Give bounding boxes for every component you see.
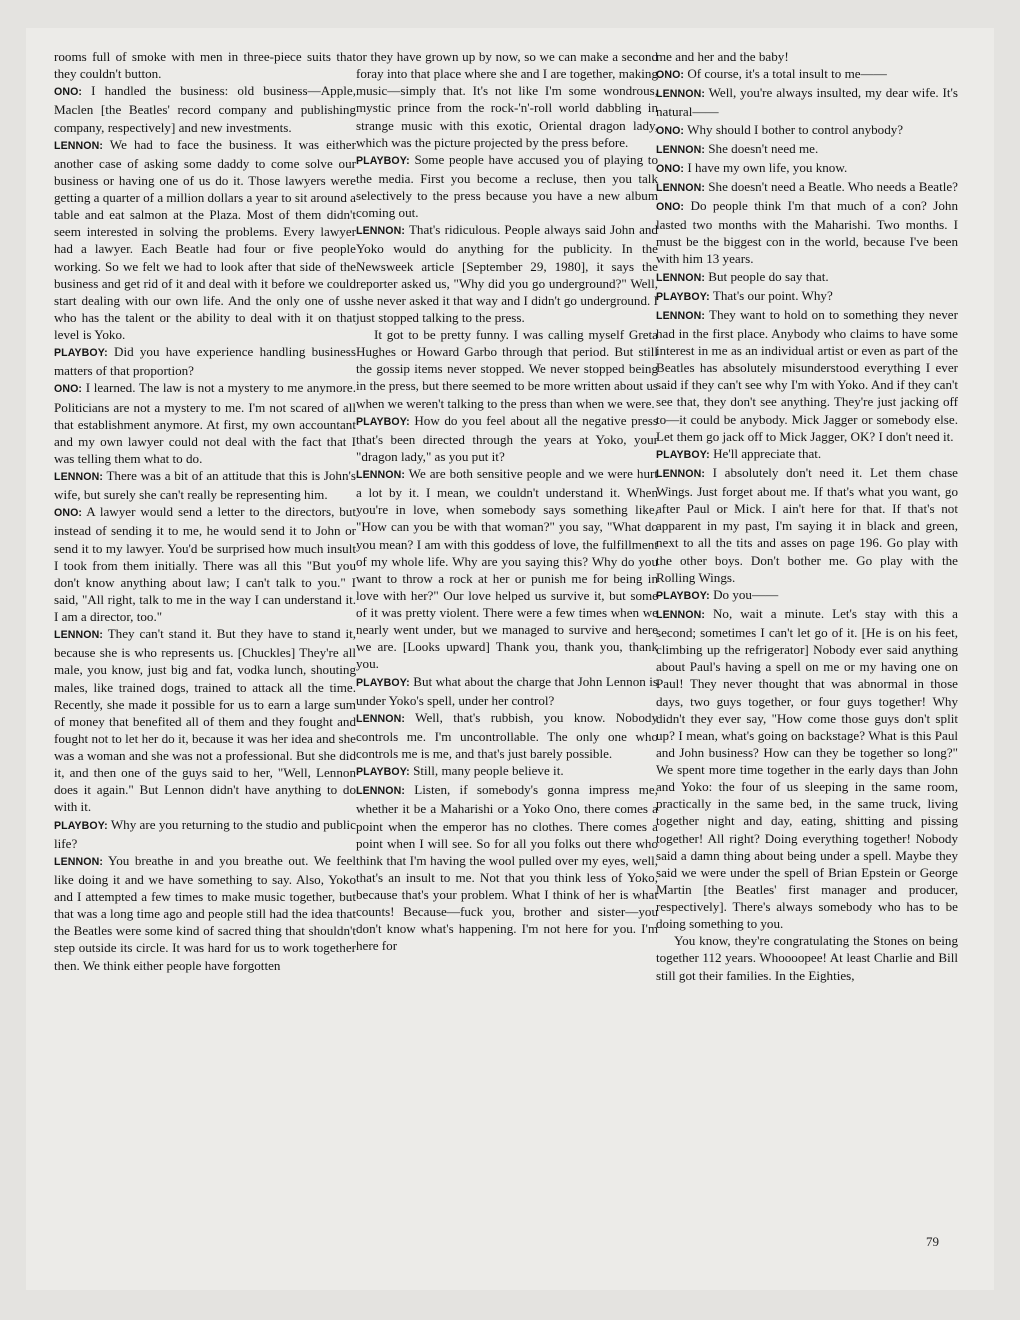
paragraph bbox=[356, 465, 658, 673]
speaker-label: LENNON: bbox=[54, 855, 103, 868]
text-column-3 bbox=[656, 48, 958, 984]
paragraph-text: Well, you're always insulted, my dear wife. It's natural—— bbox=[656, 85, 958, 120]
paragraph bbox=[656, 586, 958, 605]
magazine-page bbox=[26, 28, 994, 1290]
paragraph-text: Why should I bother to control anybody? bbox=[687, 121, 904, 137]
paragraph-text: He'll appreciate that. bbox=[713, 445, 822, 461]
paragraph-text: You know, they're congratulating the Stones on being together 112 years. Whoooopee! At least Charlie and Bill still got their families. In the Eighties, bbox=[656, 933, 958, 983]
speaker-label: LENNON: bbox=[356, 469, 405, 481]
speaker-label: PLAYBOY: bbox=[54, 347, 108, 360]
paragraph-text: We are both sensitive people and we were hurt a lot by it. I mean, we couldn't understand it. When you're in love, when somebody says something like, "How can you be with that woman?" you say, "What do you mean? I am with this goddess of love, the fulfillment of my whole life. Why are you saying this? Why do you want to throw a rock at her or punish me for being in love with her?" Our love helped us survive it, but some of it was pretty violent. There were a few times when we nearly went under, but we managed to survive and here we are. [Looks upward] Thank you, thank you, thank you. bbox=[356, 466, 658, 672]
paragraph bbox=[356, 709, 658, 762]
paragraph bbox=[656, 445, 958, 464]
paragraph-text: Listen, if somebody's gonna impress me, whether it be a Maharishi or a Yoko Ono, there comes a point when the emperor has no clothes. There comes a point when I will see. So for all you folks out there who think that I'm having the wool pulled over my eyes, well, that's an insult to me. Not that you think less of Yoko, because that's your problem. What I think of her is what counts! Because—fuck you, brother and sister—you don't know what's happening. I'm not here for you. I'm here for bbox=[356, 782, 658, 954]
paragraph-text: I have my own life, you know. bbox=[687, 159, 848, 175]
paragraph-text: We had to face the business. It was either another case of asking some daddy to come solve our business or having one of us do it. Those lawyers were getting a quarter of a million dollars a year to sit around a table and eat salmon at the Plaza. Most of them didn't seem interested in solving the problems. Every lawyer had a lawyer. Each Beatle had four or five people working. So we felt we had to look after that side of the business and get rid of it and deal with it before we could start dealing with our own life. And the only one of us who has the talent or the ability to deal with it on that level is Yoko. bbox=[54, 136, 356, 342]
paragraph-text: Some people have accused you of playing to the media. First you become a recluse, then you talk selectively to the press because you have a new album coming out. bbox=[356, 151, 658, 221]
speaker-label: LENNON: bbox=[54, 139, 103, 152]
paragraph bbox=[656, 140, 958, 159]
speaker-label: ONO: bbox=[656, 124, 685, 137]
paragraph bbox=[656, 197, 958, 268]
paragraph bbox=[54, 48, 356, 82]
speaker-label: ONO: bbox=[656, 69, 685, 82]
paragraph bbox=[356, 221, 658, 326]
page-number: 79 bbox=[926, 1234, 939, 1249]
paragraph bbox=[656, 48, 958, 65]
paragraph bbox=[656, 268, 958, 287]
paragraph bbox=[54, 343, 356, 379]
paragraph-text: She doesn't need a Beatle. Who needs a Beatle? bbox=[708, 178, 958, 194]
paragraph-text: There was a bit of an attitude that this is John's wife, but surely she can't really be representing him. bbox=[54, 468, 356, 503]
paragraph bbox=[656, 178, 958, 197]
paragraph-text: me and her and the baby! bbox=[656, 49, 789, 64]
paragraph-text: Do people think I'm that much of a con? John lasted two months with the Maharishi. Two months. I must be the biggest con in the world, because I've been with him 13 years. bbox=[656, 198, 958, 267]
paragraph-text: Why are you returning to the studio and public life? bbox=[54, 816, 356, 851]
speaker-label: LENNON: bbox=[54, 629, 103, 642]
paragraph bbox=[54, 625, 356, 815]
paragraph-text: No, wait a minute. Let's stay with this a second; sometimes I can't let go of it. [He is on his feet, climbing up the refrigerator] Nobody ever said anything about Paul's having a spell on me or my having one on Paul! They never thought that was abnormal in those days, two guys together, or four guys together! Why didn't they ever say, "How come those guys don't split up? I mean, what's going on backstage? What is this Paul and John business? How can they be together so long?" We spent more time together in the early days than John and Yoko: the four of us sleeping in the same room, practically in the same bed, in the same truck, living together night and day, eating, shitting and pissing together! All right? Doing everything together! Nobody said a damn thing about being under a spell. Maybe they said we were under the spell of Brian Epstein or George Martin [the Beatles' first manager and producer, respectively]. There's always somebody who has to be doing something to you. bbox=[656, 605, 958, 932]
speaker-label: LENNON: bbox=[656, 143, 705, 156]
text-column-2 bbox=[356, 48, 658, 955]
speaker-label: PLAYBOY: bbox=[54, 819, 108, 832]
paragraph-text: That's ridiculous. People always said John and Yoko would do anything for the publicity. In the Newsweek article [September 29, 1980], it says the reporter asked us, "Why did you go underground?" Well, she never asked it that way and I didn't go underground. I just stopped talking to the press. bbox=[356, 222, 658, 325]
speaker-label: ONO: bbox=[54, 383, 83, 396]
paragraph bbox=[54, 467, 356, 503]
paragraph-text: How do you feel about all the negative press that's been directed through the years at Yoko, your "dragon lady," as you put it? bbox=[356, 412, 659, 464]
speaker-label: LENNON: bbox=[356, 785, 405, 798]
paragraph bbox=[54, 816, 356, 852]
speaker-label: LENNON: bbox=[656, 88, 705, 101]
paragraph bbox=[656, 84, 958, 120]
paragraph bbox=[656, 65, 958, 84]
speaker-label: LENNON: bbox=[656, 309, 705, 322]
paragraph-text: I learned. The law is not a mystery to me anymore. Politicians are not a mystery to me. I'm not scared of all that establishment anymore. At first, my own accountant and my own lawyer could not deal with the fact that I was telling them what to do. bbox=[54, 380, 356, 466]
speaker-label: ONO: bbox=[656, 162, 685, 175]
speaker-label: LENNON: bbox=[356, 712, 405, 725]
paragraph-text: Well, that's rubbish, you know. Nobody controls me. I'm uncontrollable. The only one who controls me is me, and that's just barely possible. bbox=[356, 709, 658, 761]
paragraph-text: But people do say that. bbox=[708, 268, 829, 284]
speaker-label: LENNON: bbox=[656, 181, 705, 194]
paragraph-text: or they have grown up by now, so we can make a second foray into that place where she and I are together, making music—simply that. It's not like I'm some wondrous, mystic prince from the rock-'n'-roll world dabbling in strange music with this exotic, Oriental dragon lady, which was the picture projected by the press before. bbox=[356, 49, 658, 150]
speaker-label: LENNON: bbox=[656, 467, 705, 480]
paragraph-text: They want to hold on to something they never had in the first place. Anybody who claims to have some interest in me as an individual artist or even as part of the Beatles has absolutely misunderstood everything I ever said if they can't see why I'm with Yoko. And if they can't see that, they don't see anything. They're just jacking off to—it could be anybody. Mick Jagger or somebody else. Let them go jack off to Mick Jagger, OK? I don't need it. bbox=[656, 306, 958, 444]
speaker-label: LENNON: bbox=[54, 471, 103, 483]
speaker-label: ONO: bbox=[54, 86, 83, 99]
paragraph bbox=[54, 852, 356, 974]
paragraph bbox=[356, 781, 658, 954]
speaker-label: PLAYBOY: bbox=[356, 154, 410, 167]
paragraph bbox=[356, 326, 658, 412]
paragraph bbox=[656, 287, 958, 306]
speaker-label: ONO: bbox=[656, 201, 685, 213]
paragraph bbox=[656, 605, 958, 932]
paragraph bbox=[54, 379, 356, 467]
paragraph-text: Still, many people believe it. bbox=[413, 763, 564, 779]
speaker-label: PLAYBOY: bbox=[356, 766, 410, 779]
paragraph bbox=[356, 48, 658, 151]
paragraph-text: A lawyer would send a letter to the directors, but instead of sending it to me, he would send it to John or send it to my lawyer. You'd be surprised how much insult I took from them initially. There was all this "But you don't know anything about law; I can't talk to you." I said, "All right, talk to me in the way I can understand it. I am a director, too." bbox=[54, 504, 356, 624]
paragraph bbox=[54, 503, 356, 625]
text-column-1 bbox=[54, 48, 356, 974]
speaker-label: LENNON: bbox=[356, 225, 405, 238]
paragraph bbox=[656, 464, 958, 586]
paragraph bbox=[54, 82, 356, 135]
speaker-label: PLAYBOY: bbox=[656, 448, 710, 461]
paragraph-text: It got to be pretty funny. I was calling myself Greta Hughes or Howard Garbo through that period. But still the gossip items never stopped. We never stopped being in the press, but there seemed to be more written about us when we weren't talking to the press than when we were. bbox=[356, 327, 658, 411]
paragraph bbox=[656, 121, 958, 140]
paragraph-text: They can't stand it. But they have to stand it, because she is who represents us. [Chuckles] They're all male, you know, just big and fat, vodka lunch, shouting males, like trained dogs, trained to attack all the time. Recently, she made it possible for us to earn a large sum of money that benefited all of them and they fought and fought not to let her do it, because it was her idea and she was a woman and she was not a professional. But she did it, and then one of the guys said to her, "Well, Lennon does it again." But Lennon didn't have anything to do with it. bbox=[54, 626, 356, 815]
speaker-label: PLAYBOY: bbox=[656, 290, 710, 303]
paragraph-text: rooms full of smoke with men in three-piece suits that they couldn't button. bbox=[54, 49, 356, 82]
speaker-label: PLAYBOY: bbox=[356, 415, 410, 428]
speaker-label: LENNON: bbox=[656, 271, 705, 284]
paragraph-text: I absolutely don't need it. Let them chase Wings. Just forget about me. If that's what you want, go after Paul or Mick. I ain't here for that. If that's not apparent in my past, I'm saying it in black and green, next to all the tits and asses on page 196. Go play with the other boys. Don't bother me. Go play with the Rolling Wings. bbox=[656, 464, 958, 585]
paragraph bbox=[656, 159, 958, 178]
speaker-label: LENNON: bbox=[656, 608, 705, 621]
speaker-label: PLAYBOY: bbox=[656, 589, 710, 602]
paragraph-text: You breathe in and you breathe out. We feel like doing it and we have something to say. Also, Yoko and I attempted a few times to make music together, but that was a long time ago and people still had the idea that the Beatles were some kind of sacred thing that shouldn't step outside its circle. It was hard for us to work together then. We think either people have forgotten bbox=[54, 852, 356, 973]
paragraph-text: Of course, it's a total insult to me—— bbox=[687, 66, 887, 82]
paragraph bbox=[656, 306, 958, 445]
paragraph-text: Did you have experience handling business matters of that proportion? bbox=[54, 344, 356, 379]
paragraph-text: Do you—— bbox=[713, 586, 779, 602]
paragraph bbox=[356, 762, 658, 781]
paragraph-text: That's our point. Why? bbox=[712, 287, 833, 303]
paragraph-text: But what about the charge that John Lennon is under Yoko's spell, under her control? bbox=[356, 673, 658, 708]
paragraph-text: She doesn't need me. bbox=[708, 140, 819, 156]
paragraph bbox=[356, 673, 658, 709]
paragraph bbox=[356, 412, 658, 465]
speaker-label: ONO: bbox=[54, 507, 83, 520]
paragraph bbox=[356, 151, 658, 222]
paragraph-text: I handled the business: old business—Apple, Maclen [the Beatles' record company and publishing company, respectively] and new investments. bbox=[54, 83, 356, 135]
speaker-label: PLAYBOY: bbox=[356, 676, 410, 689]
paragraph bbox=[54, 136, 356, 344]
paragraph bbox=[656, 932, 958, 983]
